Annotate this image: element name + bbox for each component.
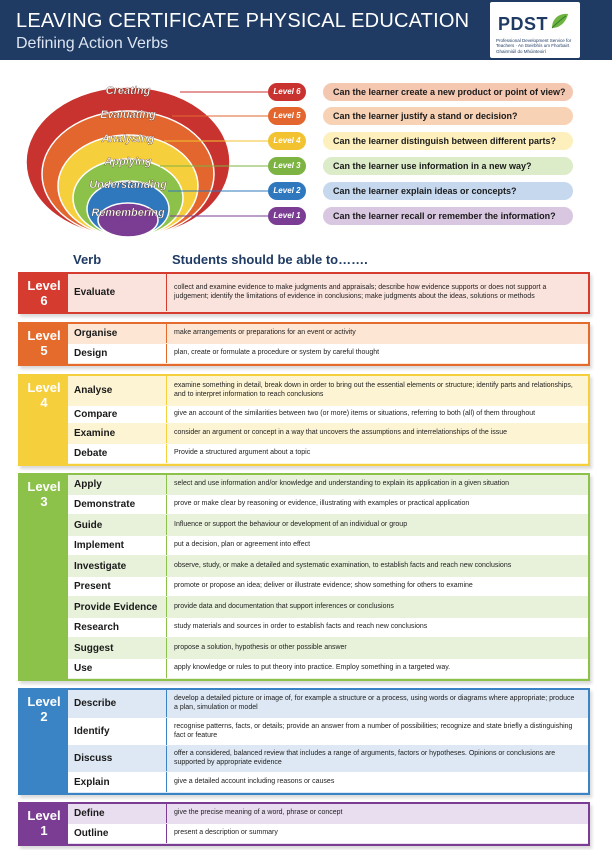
students-column-header: Students should be able to……. [172,252,368,267]
verb-description: plan, create or formulate a procedure or system by careful thought [174,349,380,357]
level-tag: Level 6 [268,83,306,101]
level-number: 6 [40,293,48,308]
verb-name: Investigate [74,560,127,572]
column-divider [166,515,167,535]
level-question: Can the learner justify a stand or decision? [323,107,573,125]
column-divider [166,718,167,745]
ring-label: Remembering [91,207,165,219]
level-block-6 [18,272,590,314]
verb-row [68,618,588,638]
column-divider [166,824,167,843]
column-divider [166,638,167,658]
level-tag: Level 2 [268,182,306,200]
verb-row [68,556,588,577]
verb-description: consider an argument or concept in a way that uncovers the assumptions and interrelationships of the issue [174,429,508,437]
level-number: 5 [40,343,48,358]
level-word: Level [27,328,61,343]
verb-name: Identify [74,726,110,737]
column-divider [166,772,167,792]
level-word: Level [27,278,61,293]
ring-label: Creating [105,85,151,97]
column-divider [166,444,167,463]
verb-description: put a decision, plan or agreement into effect [174,541,311,549]
column-divider [166,690,167,717]
verb-description: offer a considered, balanced review that includes a range of arguments, factors or hypotheses. Opinions or conclusions are supported by appropriate evidence [174,749,556,766]
level-number: 3 [40,494,48,509]
verb-name: Explain [74,776,110,788]
verb-name: Demonstrate [74,499,136,510]
verb-name: Organise [74,328,118,339]
column-divider [166,324,167,343]
verb-description: observe, study, or make a detailed and systematic examination, to establish facts and reach new conclusions [174,561,512,569]
verb-name: Present [74,581,111,592]
verb-description: collect and examine evidence to make judgments and appraisals; describe how evidence supports or does not support a judgement; identify the limitations of evidence in conclusions; make judgments about the ideas, solutions or methods [174,283,547,300]
verb-name: Use [74,663,93,674]
verb-row [68,495,588,515]
level-word: Level [27,479,61,494]
verb-row [68,746,588,772]
verb-description: select and use information and/or knowledge and understanding to explain its application in a given situation [174,480,510,488]
verb-row [68,804,588,824]
column-divider [166,746,167,771]
verb-row [68,659,588,679]
leaf-icon [548,10,570,32]
level-label [20,274,68,312]
verb-description: give the precise meaning of a word, phrase or concept [174,809,343,817]
verb-name: Research [74,622,120,633]
verb-name: Discuss [74,753,113,764]
verb-name: Evaluate [74,287,116,298]
verb-description: make arrangements or preparations for an event or activity [174,329,356,337]
verb-name: Define [74,808,105,819]
verb-description: Provide a structured argument about a topic [174,449,311,457]
level-question: Can the learner recall or remember the information? [323,207,573,225]
column-divider [166,475,167,494]
pdst-logo [490,2,580,58]
ring-label: Evaluating [100,109,156,121]
column-divider [166,536,167,555]
column-divider [166,556,167,576]
verb-row [68,444,588,464]
logo-text: PDST [498,14,549,34]
verb-description: present a description or summary [174,829,278,837]
level-label [20,804,68,844]
verb-name: Provide Evidence [74,601,158,613]
verb-row [68,475,588,495]
verb-name: Examine [74,428,116,439]
verb-row [68,274,588,312]
level-label [20,376,68,464]
verb-name: Debate [74,448,108,459]
column-divider [166,597,167,617]
column-divider [166,274,167,311]
column-divider [166,406,167,423]
verb-description: examine something in detail, break down in order to bring out the essential elements or structure; identify parts and relationships, and to interpret information to reach conclusions [174,381,573,398]
level-word: Level [27,808,61,823]
level-block-2 [18,688,590,795]
column-divider [166,618,167,637]
verb-row [68,577,588,597]
verb-name: Analyse [74,385,113,396]
verb-name: Implement [74,540,125,551]
verb-row [68,324,588,344]
verb-description: prove or make clear by reasoning or evidence, illustrating with examples or practical application [174,500,470,508]
verb-row [68,376,588,406]
column-divider [166,424,167,443]
level-label [20,690,68,793]
level-label [20,324,68,364]
verb-name: Guide [74,519,103,531]
level-question: Can the learner use information in a new way? [323,157,573,175]
column-divider [166,804,167,823]
level-block-5 [18,322,590,366]
verb-row [68,424,588,444]
verb-description: provide data and documentation that support inferences or conclusions [174,602,394,610]
verb-row [68,406,588,424]
verb-description: give a detailed account including reasons or causes [174,777,335,785]
level-tag: Level 1 [268,207,306,225]
verb-row [68,515,588,536]
level-word: Level [27,380,61,395]
level-question: Can the learner distinguish between different parts? [323,132,573,150]
verb-row [68,638,588,659]
page-subtitle: Defining Action Verbs [16,35,169,52]
verb-row [68,772,588,793]
level-question: Can the learner create a new product or point of view? [323,83,573,101]
verb-name: Design [74,348,108,359]
verb-name: Apply [74,479,102,490]
verb-description: give an account of the similarities between two (or more) items or situations, referring to both (all) of them throughout [174,410,536,418]
verb-name: Outline [74,828,109,839]
page-title: LEAVING CERTIFICATE PHYSICAL EDUCATION [16,10,470,32]
column-divider [166,659,167,678]
verb-description: propose a solution, hypothesis or other possible answer [174,643,347,651]
verb-description: Influence or support the behaviour or development of an individual or group [174,520,408,528]
level-word: Level [27,694,61,709]
logo-subtext: Professional Development Service for Teachers · An tSeirbhís um Fhorbairt Ghairmiúil do Mhúinteoirí [496,38,572,54]
verb-row [68,690,588,718]
blooms-diagram [0,70,612,240]
ring-label: Applying [104,156,152,168]
verb-name: Suggest [74,642,114,654]
verb-row [68,536,588,556]
ring-label: Understanding [89,179,167,191]
level-tag: Level 4 [268,132,306,150]
verb-name: Compare [74,409,118,420]
level-number: 2 [40,709,48,724]
level-number: 4 [40,395,48,410]
column-divider [166,495,167,514]
verb-column-header: Verb [73,252,102,267]
level-number: 1 [40,823,48,838]
verb-description: study materials and sources in order to establish facts and reach new conclusions [174,623,428,631]
verb-name: Describe [74,698,117,709]
level-question: Can the learner explain ideas or concepts? [323,182,573,200]
verb-description: apply knowledge or rules to put theory into practice. Employ something in a targeted way. [174,664,451,672]
level-block-1 [18,802,590,846]
column-divider [166,376,167,405]
column-divider [166,344,167,363]
level-tag: Level 5 [268,107,306,125]
level-label [20,475,68,679]
ring-label: Analysing [101,133,155,145]
verb-description: develop a detailed picture or image of, for example a structure or a process, using words or diagrams where appropriate; produce a plan, simulation or model [174,694,575,711]
level-tag: Level 3 [268,157,306,175]
level-block-3 [18,473,590,681]
page-header [0,0,612,60]
verb-row [68,597,588,618]
verb-row [68,718,588,746]
verb-description: recognise patterns, facts, or details; provide an answer from a number of possibilities; recognize and state briefly a distinguishing fact or feature [174,722,573,739]
verb-row [68,344,588,364]
column-divider [166,577,167,596]
verb-description: promote or propose an idea; deliver or illustrate evidence; show something for others to examine [174,582,473,590]
level-block-4 [18,374,590,466]
verb-row [68,824,588,844]
